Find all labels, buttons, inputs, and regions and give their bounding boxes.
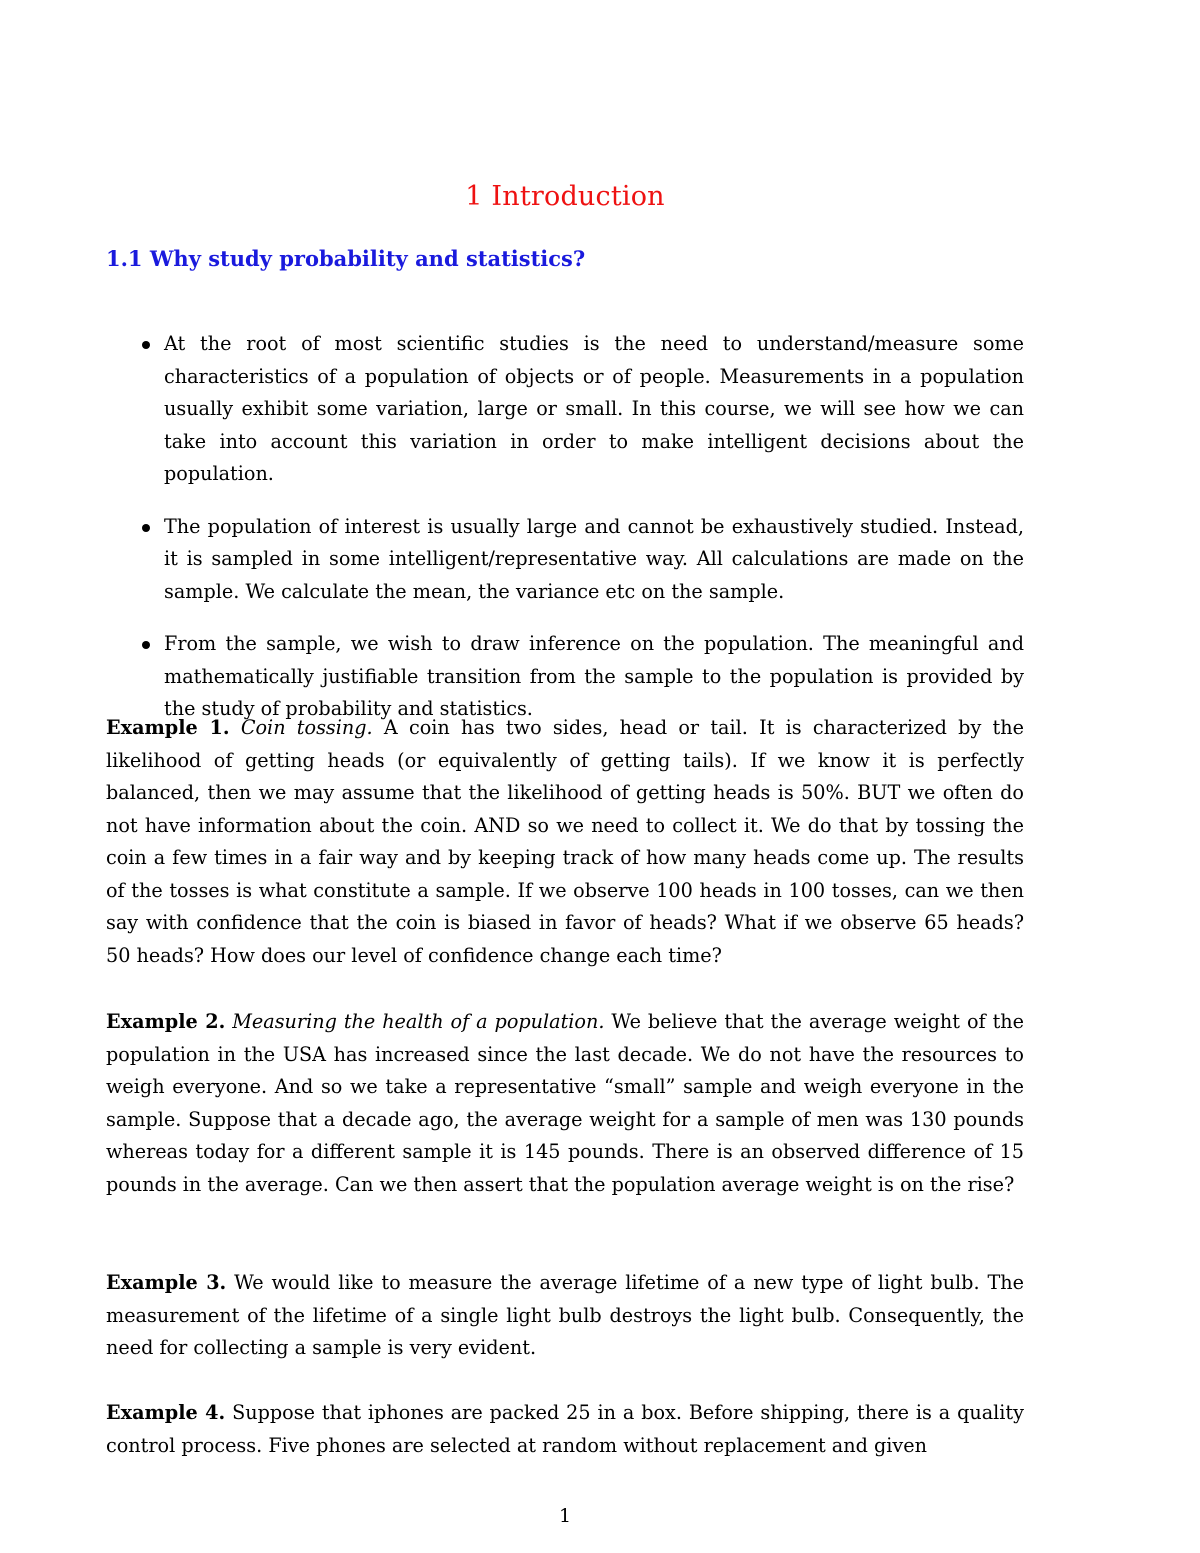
example-1 xyxy=(106,712,1024,972)
bullet-icon xyxy=(142,524,150,532)
example-text: We would like to measure the average lifetime of a new type of light bulb. The measurement of the lifetime of a single light bulb destroys the light bulb. Consequently, the need for collecting a sample is very evident. xyxy=(106,1271,1024,1359)
bullet-text: From the sample, we wish to draw inference on the population. The meaningful and mathematically justifiable transition from the sample to the population is provided by the study of probability and statistics. xyxy=(164,632,1024,720)
example-label: Example 4. xyxy=(106,1401,226,1424)
example-3 xyxy=(106,1267,1024,1365)
bullet-text: At the root of most scientific studies is the need to understand/measure some characteristics of a population of objects or of people. Measurements in a population usually exhibit some variation, large or small. In this course, we will see how we can take into account this variation in order to make intelligent decisions about the population. xyxy=(164,332,1024,485)
bullet-item xyxy=(106,628,1024,726)
example-4 xyxy=(106,1397,1024,1462)
subsection-title: 1.1 Why study probability and statistics? xyxy=(106,246,586,271)
example-label: Example 1. xyxy=(106,716,230,739)
bullet-text: The population of interest is usually large and cannot be exhaustively studied. Instead, it is sampled in some intelligent/representative way. All calculations are made on the sample. We calculate the mean, the variance etc on the sample. xyxy=(164,514,1024,603)
example-title: Coin tossing. xyxy=(240,716,373,739)
example-text: A coin has two sides, head or tail. It is characterized by the likelihood of getting heads (or equivalently of getting tails). If we know it is perfectly balanced, then we may assume that the likelihood of getting heads is 50%. BUT we often do not have information about the coin. AND so we need to collect it. We do that by tossing the coin a few times in a fair way and by keeping track of how many heads come up. The results of the tosses is what constitute a sample. If we observe 100 heads in 100 tosses, can we then say with confidence that the coin is biased in favor of heads? What if we observe 65 heads? 50 heads? How does our level of confidence change each time? xyxy=(106,716,1024,967)
bullet-item xyxy=(106,511,1024,609)
section-title: 1 Introduction xyxy=(465,181,665,212)
bullet-icon xyxy=(142,641,150,649)
example-text: Suppose that iphones are packed 25 in a box. Before shipping, there is a quality control process. Five phones are selected at random without replacement and given xyxy=(106,1401,1024,1457)
bullet-item xyxy=(106,328,1024,491)
bullet-list xyxy=(106,328,1024,746)
bullet-icon xyxy=(142,341,150,349)
page-number: 1 xyxy=(558,1505,572,1527)
example-2 xyxy=(106,1006,1024,1201)
example-title: Measuring the health of a population. xyxy=(232,1010,605,1033)
example-text: We believe that the average weight of the population in the USA has increased since the last decade. We do not have the resources to weigh everyone. And so we take a representative “small” sample and weigh everyone in the sample. Suppose that a decade ago, the average weight for a sample of men was 130 pounds whereas today for a different sample it is 145 pounds. There is an observed difference of 15 pounds in the average. Can we then assert that the population average weight is on the rise? xyxy=(106,1010,1024,1196)
example-label: Example 2. xyxy=(106,1010,226,1033)
example-label: Example 3. xyxy=(106,1271,227,1294)
